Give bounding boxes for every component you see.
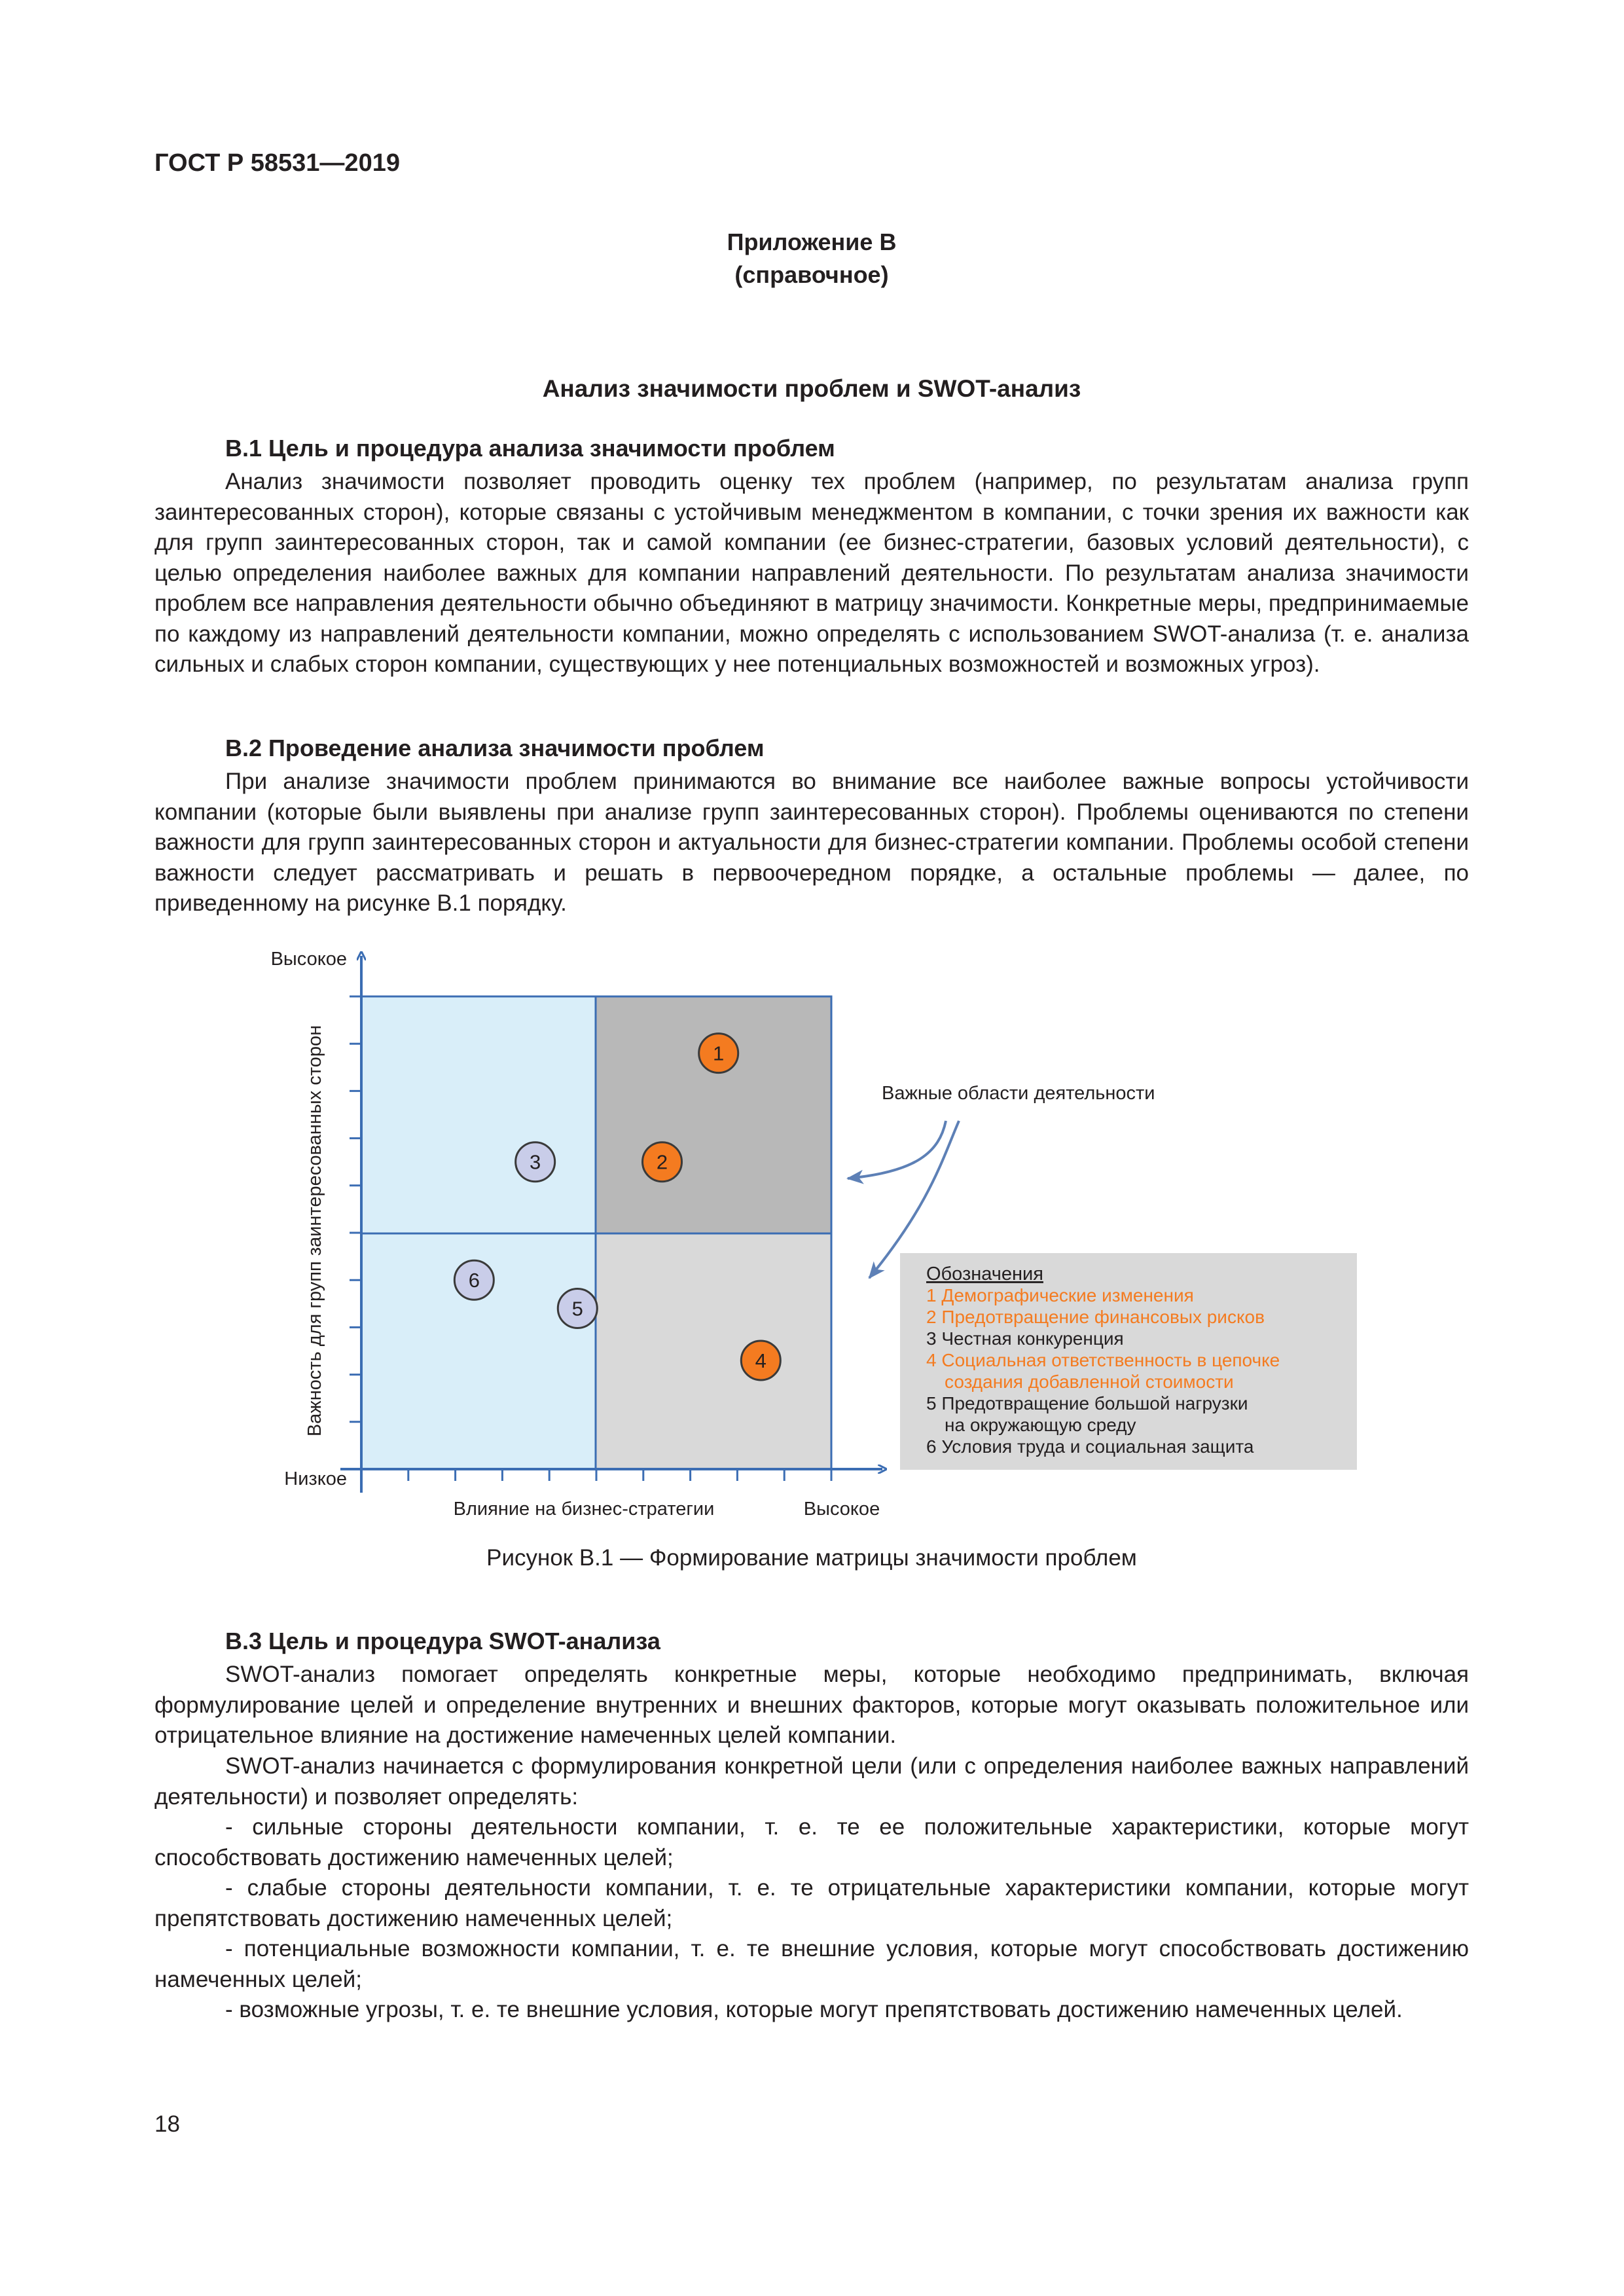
y-low-label: Низкое xyxy=(284,1468,347,1489)
section-heading-b2: В.2 Проведение анализа значимости проблем xyxy=(225,735,765,761)
x-axis-label: Влияние на бизнес-стратегии xyxy=(453,1499,715,1520)
callout-arrow-top xyxy=(848,1121,946,1178)
paragraph-b2: При анализе значимости проблем принимаются во внимание все наиболее важные вопросы устойчивости компании (которые были выявлены при анализе групп заинтересованных сторон). Проблемы оцениваются по степени важности для групп заинтересованных сторон и актуальности для бизнес-стратегии компании. Проблемы особой степени важности следует рассматривать и решать в первоочередном порядке, а остальные проблемы — далее, по приведенному на рисунке В.1 порядку. xyxy=(154,769,1469,916)
section-heading-b3: В.3 Цель и процедура SWOT-анализа xyxy=(225,1628,660,1654)
data-point-label: 6 xyxy=(468,1269,480,1292)
data-point-1 xyxy=(699,1034,738,1073)
data-point-label: 2 xyxy=(656,1150,668,1174)
x-axis-ticks xyxy=(408,1469,831,1481)
quadrant-top-right xyxy=(596,996,831,1233)
y-axis-label: Важность для групп заинтересованных сторон xyxy=(304,1025,325,1437)
paragraph-b3-2: SWOT-анализ начинается с формулирования конкретной цели (или с определения наиболее важных направлений деятельности) и позволяет определять: xyxy=(154,1753,1469,1810)
data-point-5 xyxy=(558,1289,597,1328)
x-high-label: Высокое xyxy=(803,1499,880,1520)
figure-caption: Рисунок В.1 — Формирование матрицы значимости проблем xyxy=(486,1545,1137,1571)
appendix-header xyxy=(154,226,1469,291)
list-item-opportunities: - потенциальные возможности компании, т. е. те внешние условия, которые могут способствовать достижению намеченных целей; xyxy=(154,1936,1469,1992)
legend-item: создания добавленной стоимости xyxy=(945,1372,1234,1392)
data-point-label: 4 xyxy=(755,1349,767,1372)
legend-item: 6 Условия труда и социальная защита xyxy=(926,1436,1254,1457)
list-item-strengths: - сильные стороны деятельности компании, т. е. те ее положительные характеристики, которые могут способствовать достижению намеченных целей; xyxy=(154,1814,1469,1870)
data-point-4 xyxy=(741,1341,780,1380)
quadrant-bottom-right xyxy=(596,1233,831,1469)
y-axis-ticks xyxy=(350,996,361,1422)
document-code: ГОСТ Р 58531—2019 xyxy=(154,149,400,177)
legend-item: на окружающую среду xyxy=(945,1415,1136,1435)
data-point-3 xyxy=(516,1142,555,1182)
list-item-weaknesses: - слабые стороны деятельности компании, т. е. те отрицательные характеристики компании, которые могут препятствовать достижению намеченных целей; xyxy=(154,1875,1469,1931)
quadrant-top-left xyxy=(361,996,596,1233)
legend-title: Обозначения xyxy=(926,1264,1043,1285)
data-point-label: 3 xyxy=(530,1150,541,1174)
legend-item: 3 Честная конкуренция xyxy=(926,1328,1124,1349)
appendix-subtitle: (справочное) xyxy=(734,261,889,288)
callout-label: Важные области деятельности xyxy=(882,1083,1155,1104)
section-heading-b1: В.1 Цель и процедура анализа значимости проблем xyxy=(225,435,835,462)
paragraph-b1: Анализ значимости позволяет проводить оценку тех проблем (например, по результатам анализа групп заинтересованных сторон), которые связаны с устойчивым менеджментом в компании, с точки зрения их важности как для групп заинтересованных сторон, так и самой компании (ее бизнес-стратегии, базовых условий деятельности), с целью определения наиболее важных для компании направлений деятельности. По результатам анализа значимости проблем все направления деятельности обычно объединяют в матрицу значимости. Конкретные меры, предпринимаемые по каждому из направлений деятельности компании, можно определять с использованием SWOT-анализа (т. е. анализа сильных и слабых сторон компании, существующих у нее потенциальных возможностей и возможных угроз). xyxy=(154,469,1469,677)
legend-item: 1 Демографические изменения xyxy=(926,1285,1194,1305)
data-point-6 xyxy=(454,1260,494,1300)
list-item-threats: - возможные угрозы, т. е. те внешние условия, которые могут препятствовать достижению намеченных целей. xyxy=(225,1997,1403,2022)
paragraph-b3-1: SWOT-анализ помогает определять конкретные меры, которые необходимо предпринимать, включая формулирование целей и определение внутренних и внешних факторов, которые могут оказывать положительное или отрицательное влияние на достижение намеченных целей компании. xyxy=(154,1662,1469,1748)
y-high-label: Высокое xyxy=(270,949,347,970)
legend-item: 4 Социальная ответственность в цепочке xyxy=(926,1350,1280,1370)
page-title: Анализ значимости проблем и SWOT-анализ xyxy=(542,375,1081,402)
legend-item: 5 Предотвращение большой нагрузки xyxy=(926,1393,1248,1413)
materiality-matrix-figure xyxy=(249,936,1394,1539)
appendix-title: Приложение В xyxy=(727,228,897,255)
data-point-label: 1 xyxy=(713,1042,725,1065)
data-point-2 xyxy=(643,1142,682,1182)
legend-item: 2 Предотвращение финансовых рисков xyxy=(926,1307,1265,1327)
data-point-label: 5 xyxy=(571,1297,583,1321)
page-number: 18 xyxy=(154,2111,180,2137)
